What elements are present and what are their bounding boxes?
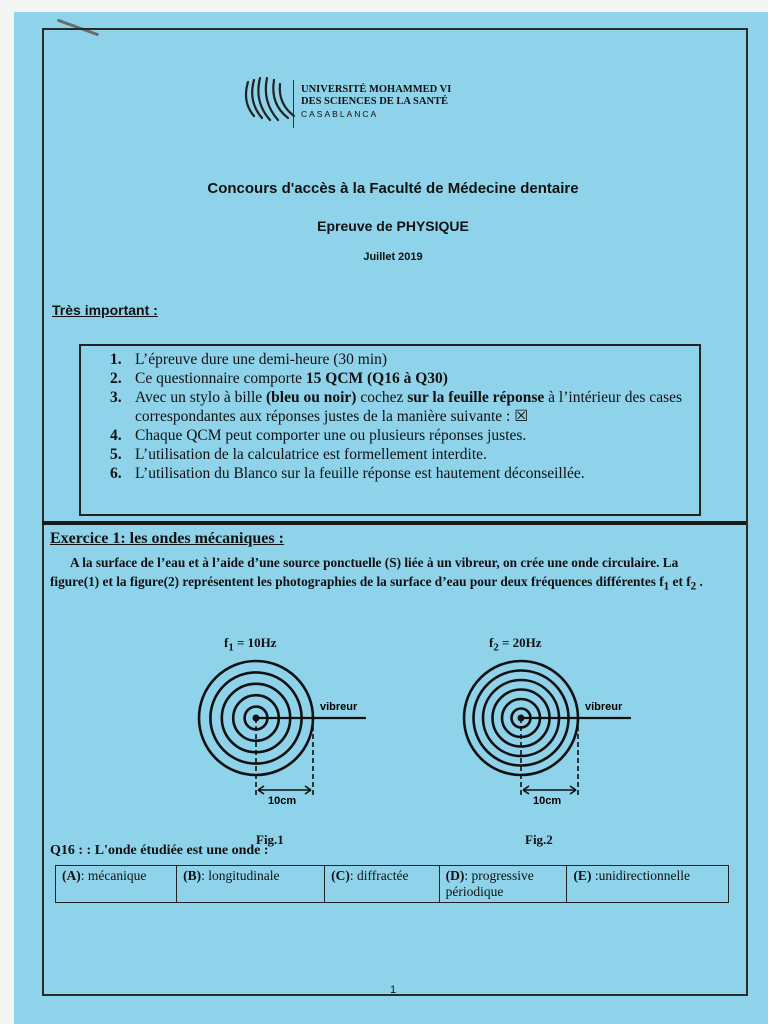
answer-option <box>56 866 177 903</box>
instruction-item <box>81 464 699 483</box>
scale-label: 10cm <box>533 795 562 807</box>
figure-caption: Fig.1 <box>256 832 284 847</box>
instructions-box <box>79 344 701 516</box>
page-number: 1 <box>390 984 397 996</box>
exam-title: Concours d'accès à la Faculté de Médecine dentaire <box>207 180 579 197</box>
vibreur-label: vibreur <box>320 701 358 713</box>
answer-options-table <box>55 865 729 903</box>
university-name <box>301 84 451 120</box>
exercise-title: Exercice 1: les ondes mécaniques : <box>50 530 284 547</box>
option-letter: (A) <box>62 868 81 883</box>
figure-frequency: $f_1 = 10Hz$ <box>224 635 277 654</box>
option-letter: (D) <box>445 868 465 883</box>
university-emblem-icon <box>240 72 296 126</box>
instructions-list <box>81 350 699 483</box>
instruction-item <box>81 388 699 426</box>
exam-date: Juillet 2019 <box>363 251 423 263</box>
answer-option <box>177 866 325 903</box>
option-text: :unidirectionnelle <box>591 868 691 883</box>
answer-option <box>439 866 567 903</box>
instruction-number: 3. <box>110 389 122 406</box>
important-heading: Très important : <box>52 302 158 318</box>
instruction-text: Ce questionnaire comporte 15 QCM (Q16 à Q30) <box>135 370 448 387</box>
instruction-item <box>81 369 699 388</box>
instruction-item <box>81 426 699 445</box>
university-line-2: DES SCIENCES DE LA SANTÉ <box>301 96 449 107</box>
instruction-number: 4. <box>110 427 122 444</box>
wave-figure <box>190 630 390 810</box>
instruction-text: Avec un stylo à bille (bleu ou noir) cochez sur la feuille réponse à l’intérieur des cases correspondantes aux réponses justes de la manière suivante : ☒ <box>135 389 683 425</box>
exercise-intro: A la surface de l’eau et à l’aide d’une source ponctuelle (S) liée à un vibreur, on crée une onde circulaire. La figure(1) et la figure(2) représentent les photographies de la surface d’eau pour deux fréquences différentes $f_1$ et $f_2$ . <box>50 555 703 593</box>
instruction-text: L’utilisation du Blanco sur la feuille réponse est hautement déconseillée. <box>135 465 585 482</box>
university-line-1: UNIVERSITÉ MOHAMMED VI <box>301 84 452 95</box>
instruction-number: 6. <box>110 465 122 482</box>
figure-caption: Fig.2 <box>525 832 553 847</box>
university-line-3: CASABLANCA <box>301 109 379 119</box>
logo-separator <box>293 80 294 128</box>
option-text: : diffractée <box>349 868 409 883</box>
option-text: : longitudinale <box>201 868 280 883</box>
option-letter: (E) <box>573 868 592 883</box>
section-divider <box>42 521 746 525</box>
instruction-text: Chaque QCM peut comporter une ou plusieurs réponses justes. <box>135 427 527 444</box>
answer-options-row <box>56 866 729 903</box>
question-label: Q16 : : L'onde étudiée est une onde : <box>50 843 269 858</box>
instruction-number: 1. <box>110 351 122 368</box>
option-letter: (B) <box>183 868 202 883</box>
option-letter: (C) <box>331 868 350 883</box>
instruction-number: 5. <box>110 446 122 463</box>
instruction-item <box>81 350 699 369</box>
instruction-item <box>81 445 699 464</box>
instruction-text: L’épreuve dure une demi-heure (30 min) <box>135 351 388 368</box>
exam-subject: Epreuve de PHYSIQUE <box>317 218 469 234</box>
dimension-arrow <box>258 786 311 794</box>
university-logo <box>240 72 480 142</box>
vibreur-label: vibreur <box>585 701 623 713</box>
option-text: : mécanique <box>80 868 147 883</box>
figure-frequency: $f_2 = 20Hz$ <box>489 635 542 654</box>
option-text: : progressive périodique <box>445 868 534 899</box>
wave-figure <box>455 630 655 810</box>
instruction-number: 2. <box>110 370 122 387</box>
answer-option <box>325 866 439 903</box>
answer-option <box>567 866 729 903</box>
dimension-arrow <box>523 786 576 794</box>
scale-label: 10cm <box>268 795 297 807</box>
instruction-text: L’utilisation de la calculatrice est formellement interdite. <box>135 446 487 463</box>
